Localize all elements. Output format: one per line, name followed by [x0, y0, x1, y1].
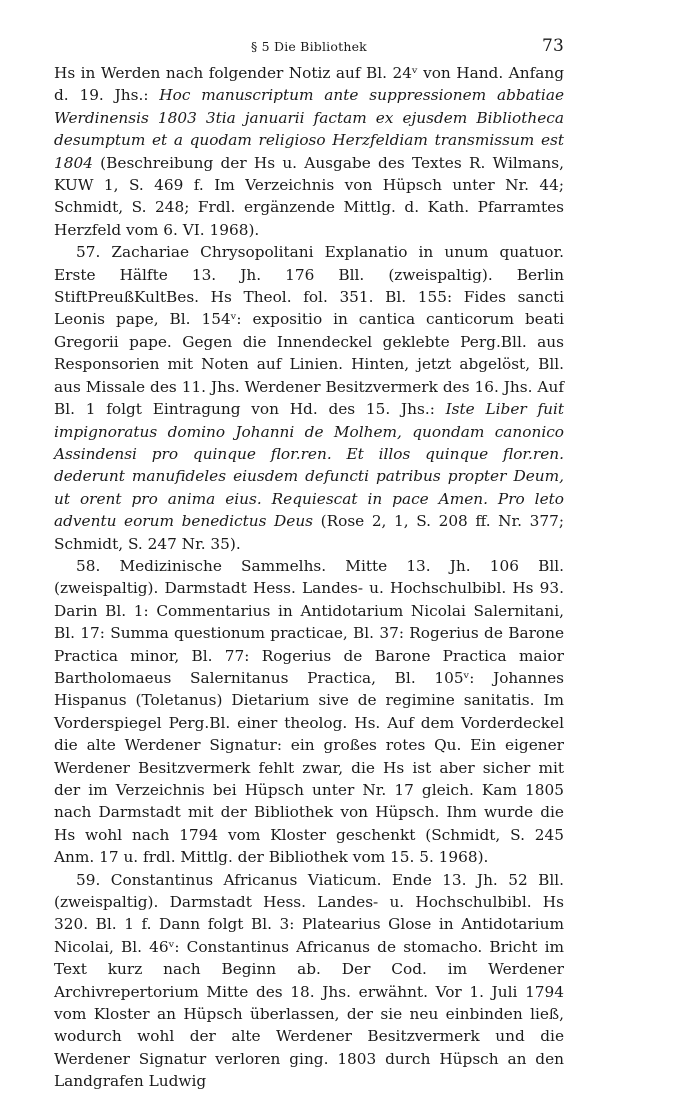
italic-quotation: Iste Liber fuit impignoratus domino Johanni de Molhem, quondam canonico Assindensi pro quinque flor.ren. Et illos quinque flor.ren. dederunt manufideles eiusdem defuncti patribus propter Deum, ut orent pro anima eius. Requiescat in pace Amen. Pro leto adventu eorum benedictus Deus — [54, 400, 564, 531]
paragraph — [54, 555, 564, 869]
italic-quotation: Hoc manuscriptum ante suppressionem abbatiae Werdinensis 1803 3tia januarii factam ex ejusdem Bibliotheca desumptum et a quodam religioso Herzfeldiam transmissum est 1804 — [54, 86, 565, 172]
running-head — [54, 36, 564, 62]
body-text — [54, 62, 564, 1093]
paragraph — [54, 869, 564, 1093]
text-span: 58. Medizinische Sammelhs. Mitte 13. Jh. 106 Bll. (zweispaltig). Darmstadt Hess. Landes- u. Hochschulbibl. Hs 93. Darin Bl. 1: Commentarius in Antidotarium Nicolai Salernitani, Bl. 17: Summa questionum practicae, Bl. 37: Rogerius de Barone Practica minor, Bl. 77: Rogerius de Barone Practica maior Bartholomaeus Salernitanus Practica, Bl. 105ᵛ: Johannes Hispanus (Toletanus) Dietarium sive de regimine sanitatis. Im Vorderspiegel Perg.Bl. einer theolog. Hs. Auf dem Vorderdeckel die alte Werdener Signatur: ein großes rotes Qu. Ein eigener Werdener Besitzvermerk fehlt zwar, die Hs ist aber sicher mit der im Verzeichnis bei Hüpsch unter Nr. 17 gleich. Kam 1805 nach Darmstadt mit der Bibliothek von Hüpsch. Ihm wurde die Hs wohl nach 1794 vom Kloster geschenkt (Schmidt, S. 245 Anm. 17 u. frdl. Mittlg. der Bibliothek vom 15. 5. 1968). — [54, 556, 564, 867]
page-number: 73 — [541, 36, 564, 56]
running-title: § 5 Die Bibliothek — [251, 39, 367, 54]
text-span: (Rose 2, 1, S. 208 ff. Nr. 377; Schmidt, S. 247 Nr. 35). — [54, 512, 564, 553]
text-span: (Beschreibung der Hs u. Ausgabe des Textes R. Wilmans, KUW 1, S. 469 f. Im Verzeichnis von Hüpsch unter Nr. 44; Schmidt, S. 248; Frdl. ergänzende Mittlg. d. Kath. Pfarramtes Herzfeld vom 6. VI. 1968). — [54, 153, 564, 239]
text-span: Hs in Werden nach folgender Notiz auf Bl. 24ᵛ von Hand. Anfang d. 19. Jhs.: — [54, 64, 564, 105]
paragraph — [54, 62, 564, 241]
paragraph — [54, 241, 564, 555]
document-page — [54, 36, 564, 1093]
text-span: 57. Zachariae Chrysopolitani Explanatio in unum quatuor. Erste Hälfte 13. Jh. 176 Bll. (zweispaltig). Berlin StiftPreußKultBes. Hs Theol. fol. 351. Bl. 155: Fides sancti Leonis pape, Bl. 154ᵛ: expositio in cantica canticorum beati Gregorii pape. Gegen die Innendeckel geklebte Perg.Bll. aus Responsorien mit Noten auf Linien. Hinten, jetzt abgelöst, Bll. aus Missale des 11. Jhs. Werdener Besitzvermerk des 16. Jhs. Auf Bl. 1 folgt Eintragung von Hd. des 15. Jhs.: — [54, 243, 564, 419]
text-span: 59. Constantinus Africanus Viaticum. Ende 13. Jh. 52 Bll. (zweispaltig). Darmstadt Hess. Landes- u. Hochschulbibl. Hs 320. Bl. 1 f. Dann folgt Bl. 3: Platearius Glose in Antidotarium Nicolai, Bl. 46ᵛ: Constantinus Africanus de stomacho. Bricht im Text kurz nach Beginn ab. Der Cod. im Werdener Archivrepertorium Mitte des 18. Jhs. erwähnt. Vor 1. Juli 1794 vom Kloster an Hüpsch überlassen, der sie neu einbinden ließ, wodurch wohl der alte Werdener Besitzvermerk und die Werdener Signatur verloren ging. 1803 durch Hüpsch an den Landgrafen Ludwig — [54, 870, 564, 1091]
